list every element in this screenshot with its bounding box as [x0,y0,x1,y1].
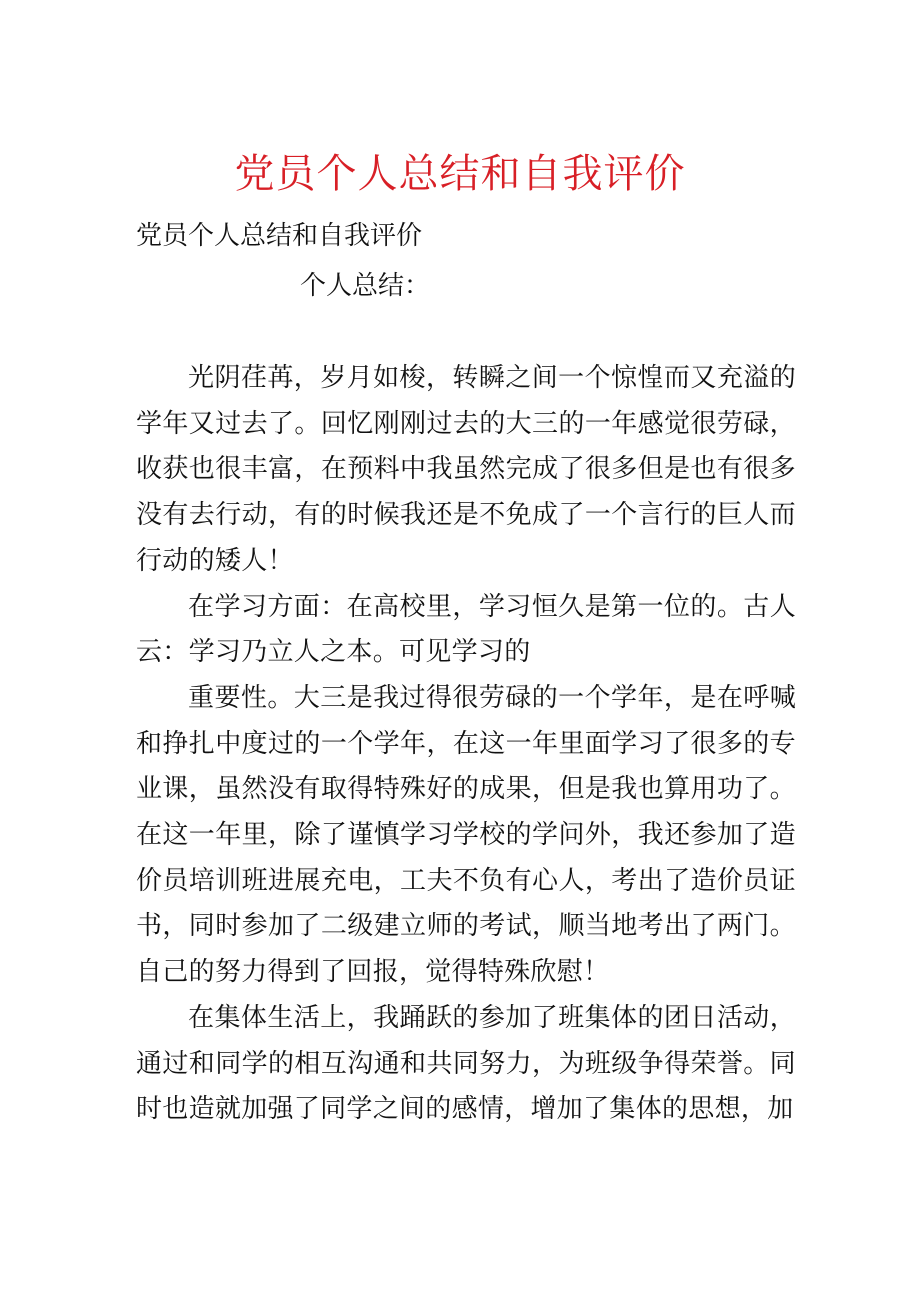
section-label: 个人总结： [300,271,431,301]
paragraph-1: 光阴荏苒，岁月如梭，转瞬之间一个惊惶而又充溢的学年又过去了。回忆刚刚过去的大三的一年感觉很劳碌，收获也很丰富，在预料中我虽然完成了很多但是也有很多没有去行动，有的时候我还是不免成了一个言行的巨人而行动的矮人！ [136,363,796,576]
body-text [136,356,796,1133]
paragraph-4: 在集体生活上，我踊跃的参加了班集体的团日活动，通过和同学的相互沟通和共同努力，为班级争得荣誉。同时也造就加强了同学之间的感情，增加了集体的思想，加 [136,1002,796,1125]
document-title: 党员个人总结和自我评价 [234,151,686,197]
paragraph-3: 重要性。大三是我过得很劳碌的一个学年，是在呼喊和挣扎中度过的一个学年，在这一年里面学习了很多的专业课，虽然没有取得特殊好的成果，但是我也算用功了。在这一年里，除了谨慎学习学校的学问外，我还参加了造价员培训班进展充电，工夫不负有心人，考出了造价员证书，同时参加了二级建立师的考试，顺当地考出了两门。自己的努力得到了回报，觉得特殊欣慰！ [136,682,796,988]
document-subtitle: 党员个人总结和自我评价 [136,221,423,251]
paragraph-2: 在学习方面：在高校里，学习恒久是第一位的。古人云：学习乃立人之本。可见学习的 [136,591,796,668]
